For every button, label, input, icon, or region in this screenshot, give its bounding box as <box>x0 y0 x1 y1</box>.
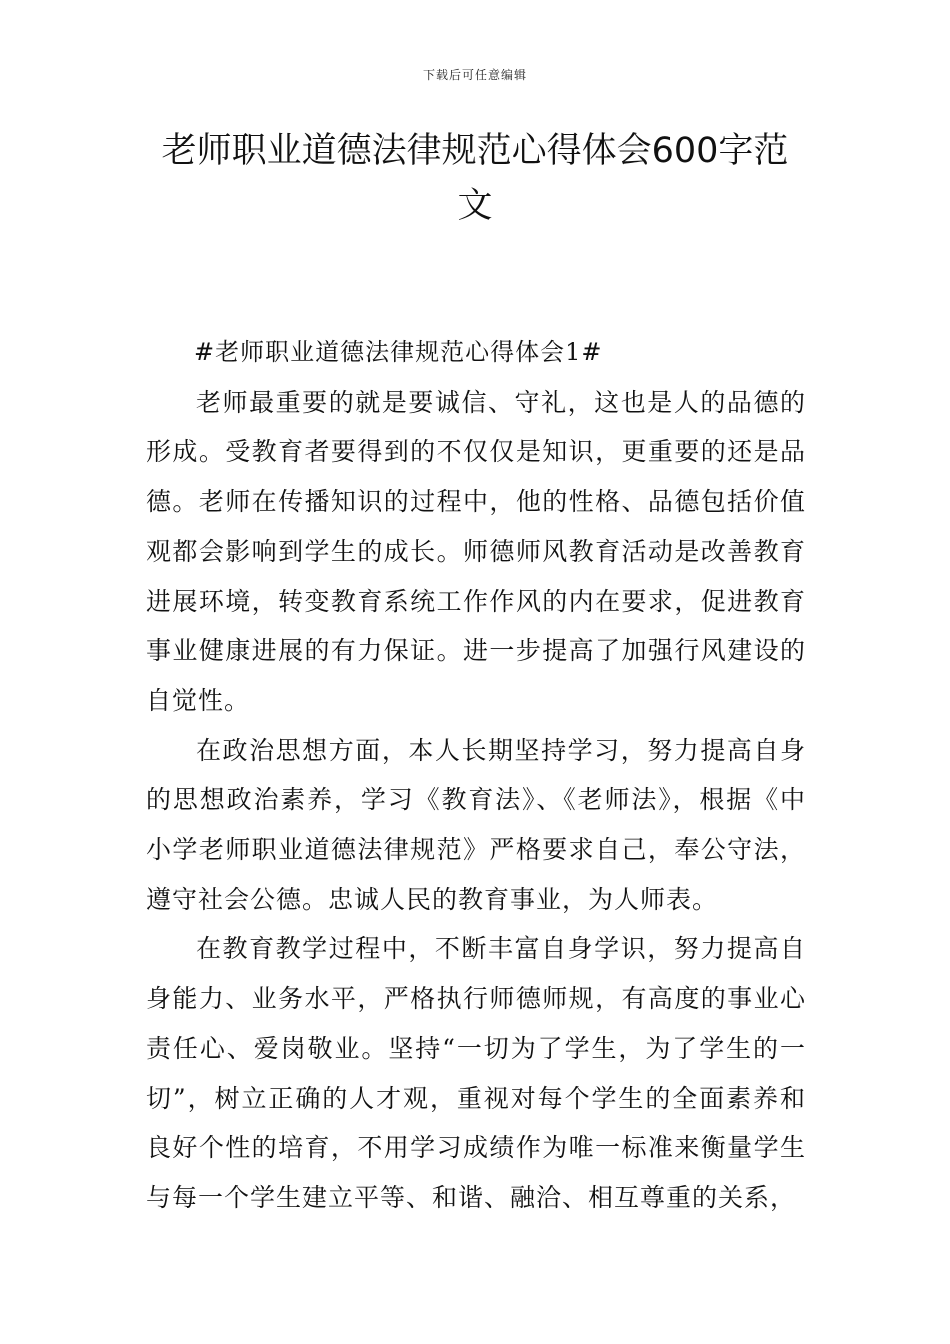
paragraph-1: 老师最重要的就是要诚信、守礼，这也是人的品德的形成。受教育者要得到的不仅仅是知识，更重要的还是品德。老师在传播知识的过程中，他的性格、品德包括价值观都会影响到学生的成长。师德师风教育活动是改善教育进展环境，转变教育系统工作作风的内在要求，促进教育事业健康进展的有力保证。进一步提高了加强行风建设的自觉性。 <box>146 387 806 715</box>
document-body <box>146 328 806 1223</box>
paragraph-2: 在政治思想方面，本人长期坚持学习，努力提高自身的思想政治素养，学习《教育法》、《老师法》，根据《中小学老师职业道德法律规范》严格要求自己，奉公守法，遵守社会公德。忠诚人民的教育事业，为人师表。 <box>146 735 806 914</box>
section-heading: #老师职业道德法律规范心得体会1# <box>194 338 603 366</box>
paragraph-3: 在教育教学过程中，不断丰富自身学识，努力提高自身能力、业务水平，严格执行师德师规，有高度的事业心责任心、爱岗敬业。坚持“一切为了学生，为了学生的一切”，树立正确的人才观，重视对每个学生的全面素养和良好个性的培育，不用学习成绩作为唯一标准来衡量学生与每一个学生建立平等、和谐、融洽、相互尊重的关系， <box>146 934 806 1212</box>
header-note: 下载后可任意编辑 <box>422 68 527 82</box>
document-title: 老师职业道德法律规范心得体会600字范文 <box>161 131 789 226</box>
